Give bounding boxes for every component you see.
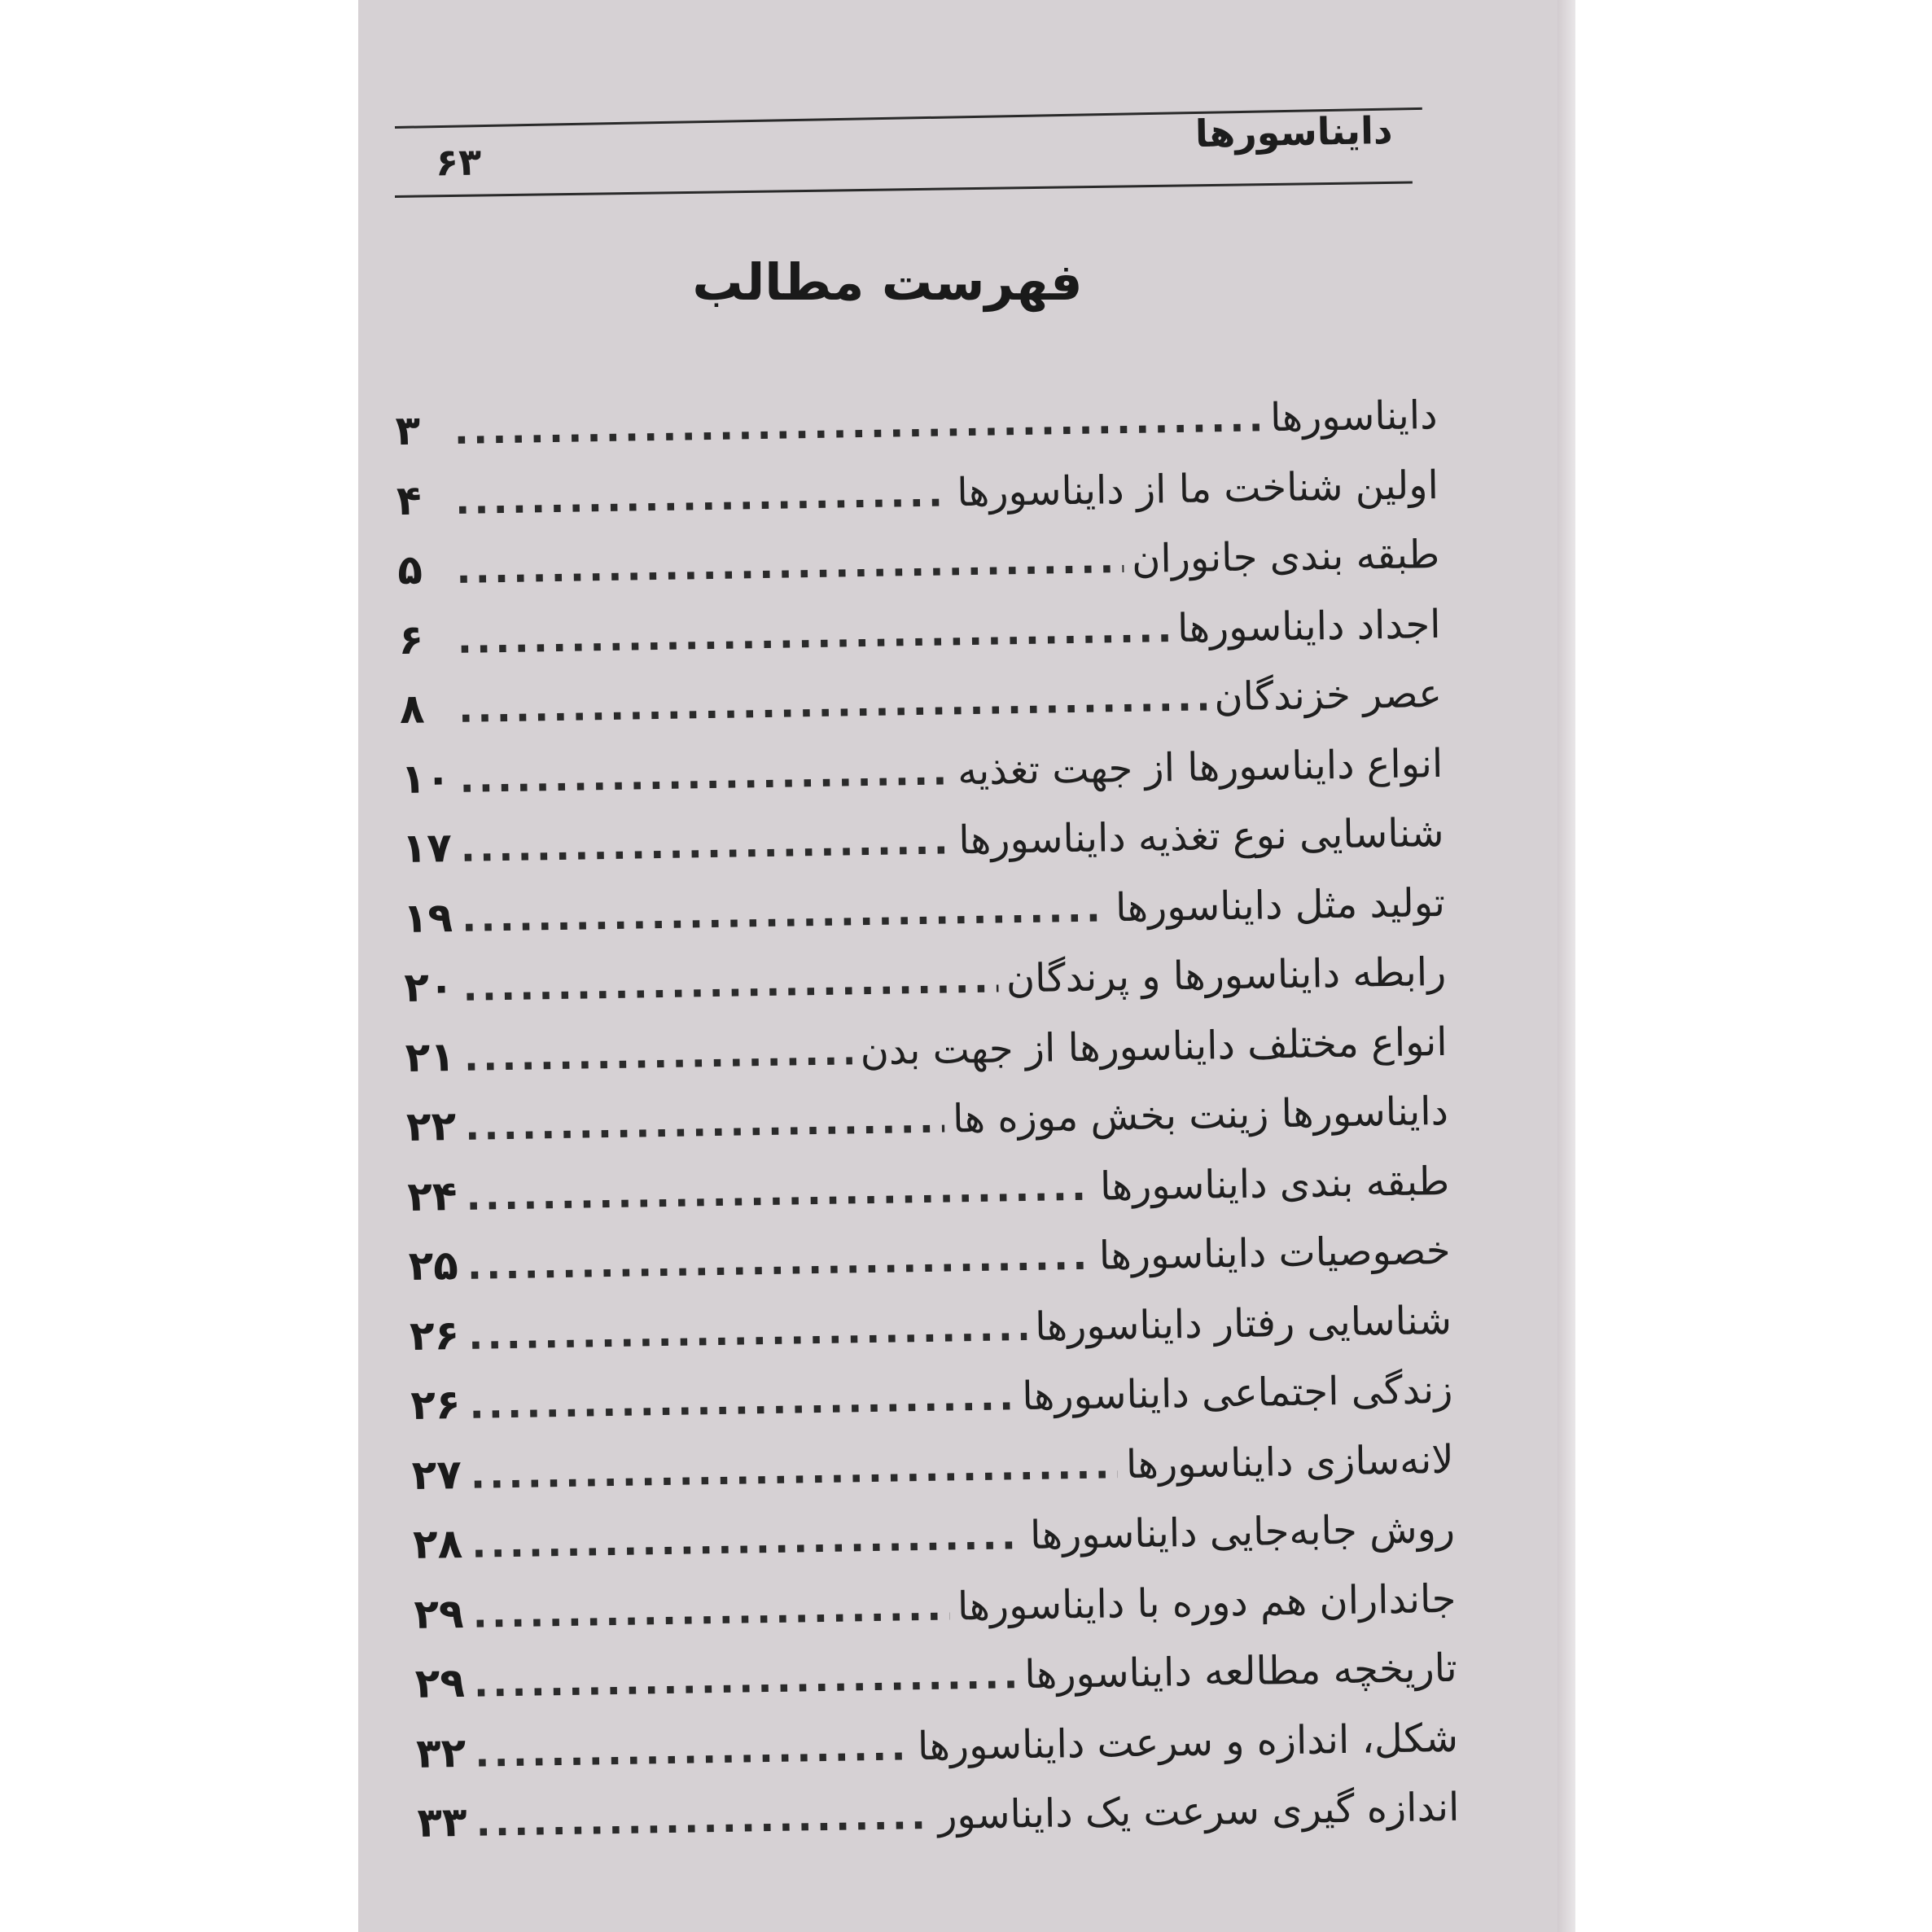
toc-leader-dots xyxy=(475,1793,931,1846)
page-edge xyxy=(1557,0,1575,1932)
toc-entry-title: طبقه بندی جانوران xyxy=(1131,531,1440,582)
toc-entry-page: ۲۹ xyxy=(413,1589,464,1638)
book-page xyxy=(358,0,1575,1932)
toc-entry-title: تاریخچه مطالعه دایناسورها xyxy=(1023,1645,1458,1698)
toc-leader-dots xyxy=(468,1304,1027,1359)
toc-entry-title: دایناسورها زینت بخش موزه ها xyxy=(952,1088,1449,1142)
toc-entry-page: ۲۴ xyxy=(406,1172,458,1220)
toc-entry-page: ۱۷ xyxy=(401,824,453,873)
toc-entry-title: انواع مختلف دایناسورها از جهت بدن xyxy=(860,1019,1448,1074)
toc-entry-page: ۲۵ xyxy=(408,1242,459,1290)
toc-entry-page: ۲۶ xyxy=(410,1380,461,1429)
toc-entry-title: شناسایی رفتار دایناسورها xyxy=(1034,1297,1452,1350)
toc-entry-page: ۱۰ xyxy=(400,754,451,803)
toc-leader-dots xyxy=(460,817,951,870)
toc-entry-title: شناسایی نوع تغذیه دایناسورها xyxy=(957,809,1444,864)
toc-leader-dots xyxy=(462,957,998,1010)
toc-entry-title: خصوصیات دایناسورها xyxy=(1098,1227,1452,1279)
toc-leader-dots xyxy=(469,1373,1014,1428)
toc-leader-dots xyxy=(453,395,1262,453)
toc-entry-title: دایناسورها xyxy=(1269,392,1438,441)
toc-entry-page: ۲۱ xyxy=(405,1032,456,1081)
toc-entry-title: اجداد دایناسورها xyxy=(1176,601,1441,651)
toc-entry-title: عصر خزندگان xyxy=(1213,670,1443,721)
toc-leader-dots xyxy=(472,1584,949,1636)
toc-heading: فهرست مطالب xyxy=(692,252,1083,312)
toc-leader-dots xyxy=(473,1652,1017,1706)
running-title: دایناسورها xyxy=(1194,107,1393,156)
toc-entry-page: ۲۹ xyxy=(414,1658,466,1707)
toc-entry-page: ۴ xyxy=(396,476,422,524)
toc-leader-dots xyxy=(463,1028,852,1080)
toc-entry-page: ۵ xyxy=(396,545,423,594)
toc-entry-title: لانه‌سازی دایناسورها xyxy=(1125,1436,1455,1487)
toc-entry-title: طبقه بندی دایناسورها xyxy=(1099,1158,1450,1210)
toc-leader-dots xyxy=(470,1442,1118,1497)
toc-entry-page: ۳۲ xyxy=(415,1728,467,1777)
toc-entry-title: اولین شناخت ما از دایناسورها xyxy=(956,462,1439,515)
toc-leader-dots xyxy=(458,675,1207,732)
toc-entry-page: ۲۶ xyxy=(409,1311,460,1360)
toc-entry-page: ۲۸ xyxy=(412,1519,463,1568)
toc-entry-page: ۸ xyxy=(399,685,425,734)
page-number: ۶۳ xyxy=(435,139,482,185)
toc-entry-title: روش جابه‌جایی دایناسورها xyxy=(1029,1505,1456,1559)
toc-entry-page: ۶ xyxy=(398,616,424,664)
toc-leader-dots xyxy=(475,1724,910,1776)
toc-entry-title: اندازه گیری سرعت یک دایناسور xyxy=(937,1784,1460,1838)
toc-leader-dots xyxy=(465,1097,945,1150)
toc-leader-dots xyxy=(466,1163,1093,1219)
header-bottom-rule xyxy=(395,182,1413,198)
toc-entry-page: ۱۹ xyxy=(402,893,453,942)
toc-entry-title: زندگی اجتماعی دایناسورها xyxy=(1021,1366,1453,1420)
toc-entry-page: ۲۲ xyxy=(405,1102,457,1150)
toc-leader-dots xyxy=(462,885,1108,940)
toc-leader-dots xyxy=(456,537,1124,593)
toc-leader-dots xyxy=(471,1513,1023,1567)
toc-entry-page: ۲۰ xyxy=(403,963,454,1012)
toc-entry-title: شکل، اندازه و سرعت دایناسورها xyxy=(917,1715,1459,1769)
toc-entry-title: رابطه دایناسورها و پرندگان xyxy=(1005,948,1447,1002)
toc-leader-dots xyxy=(457,606,1169,663)
toc-entry-page: ۲۷ xyxy=(411,1450,462,1499)
toc-entry-title: تولید مثل دایناسورها xyxy=(1115,879,1446,931)
toc-entry-title: انواع دایناسورها از جهت تغذیه xyxy=(957,740,1444,794)
toc-list xyxy=(395,391,1460,1868)
toc-entry-title: جانداران هم دوره با دایناسورها xyxy=(957,1575,1457,1629)
toc-leader-dots xyxy=(467,1233,1091,1289)
toc-entry-page: ۳۳ xyxy=(417,1798,467,1847)
toc-entry-page: ۳ xyxy=(395,406,421,455)
toc-leader-dots xyxy=(459,748,950,801)
toc-leader-dots xyxy=(455,470,949,524)
